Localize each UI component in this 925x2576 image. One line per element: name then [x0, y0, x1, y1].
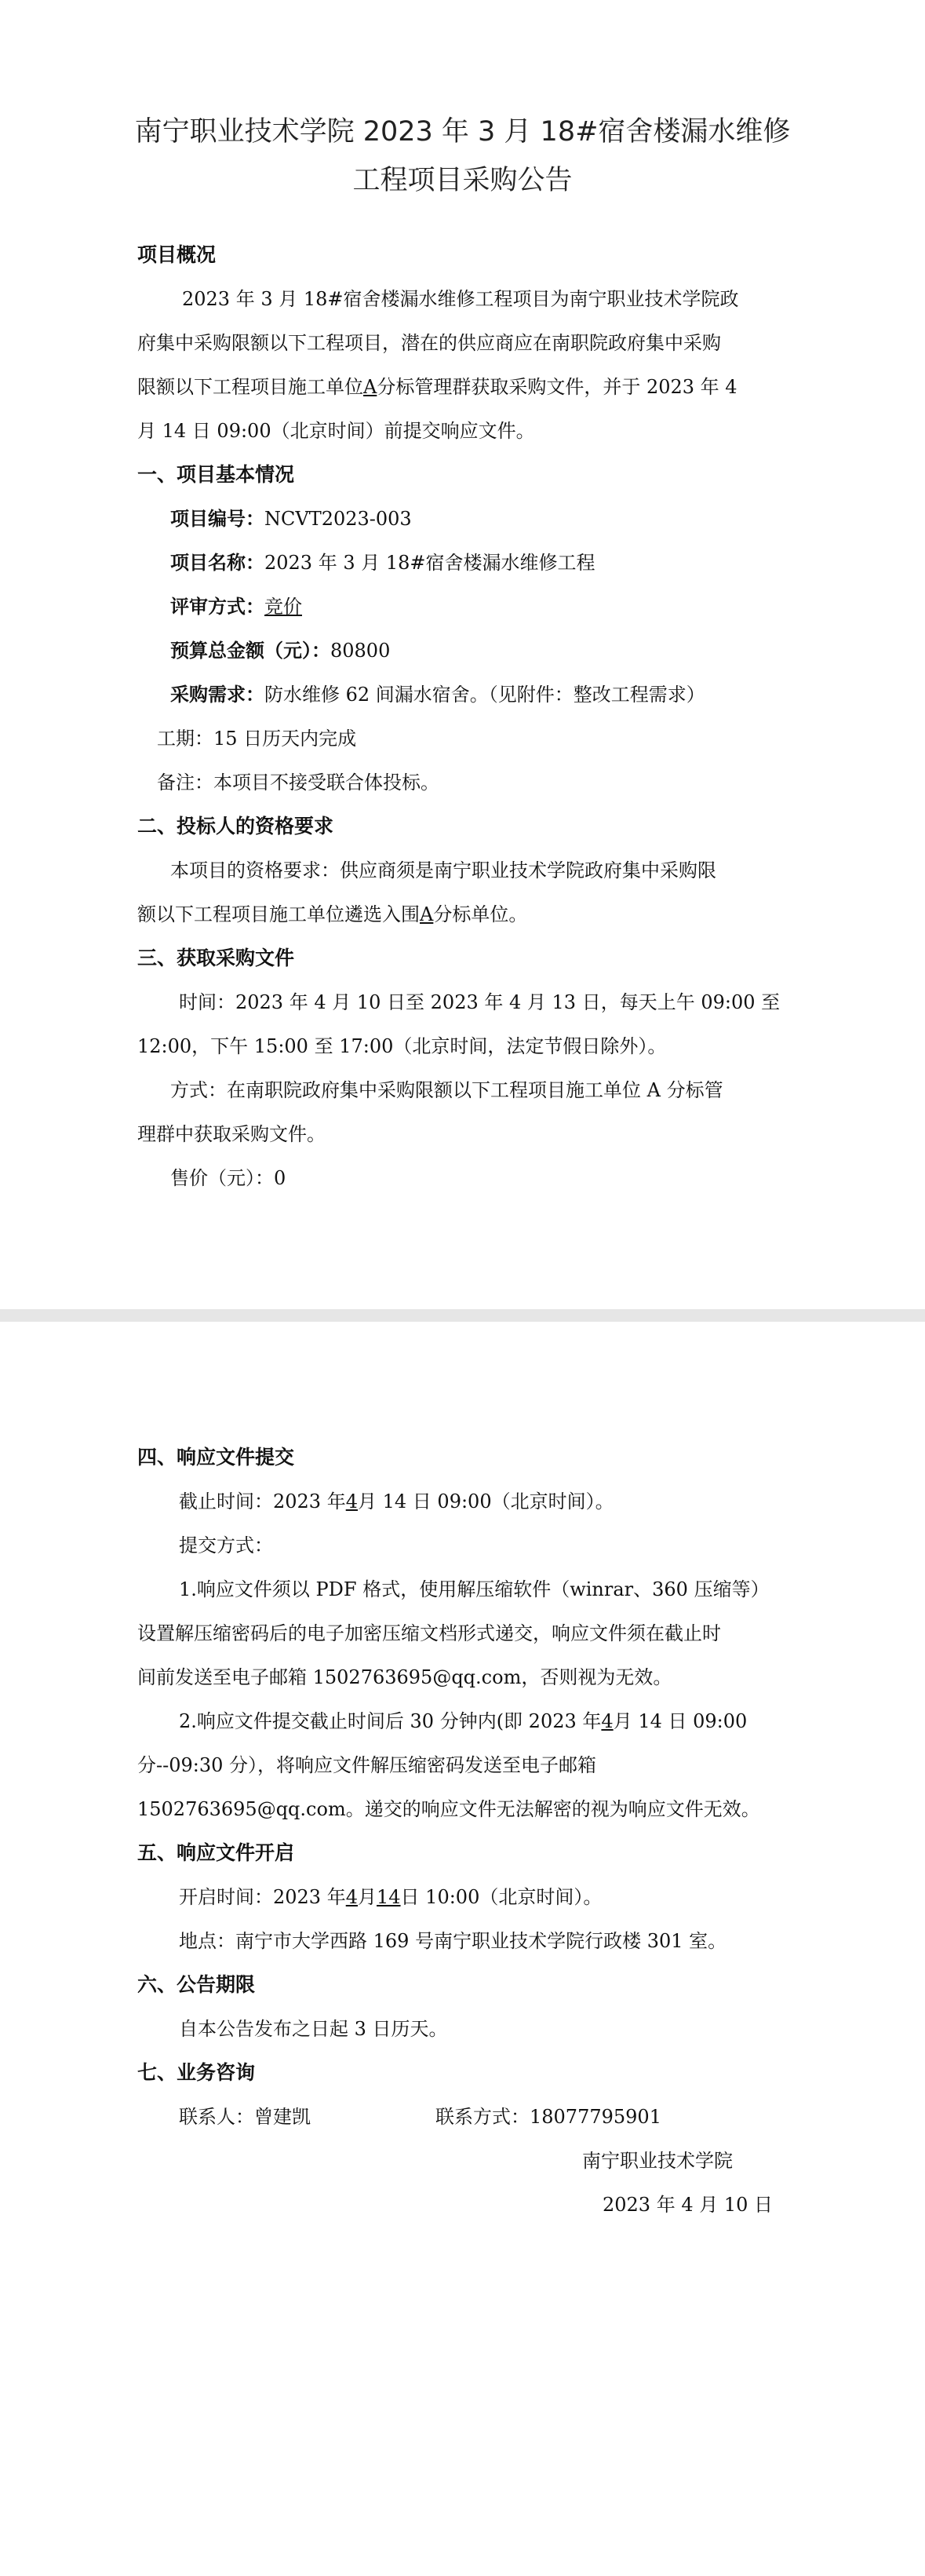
document-title-line-2: 工程项目采购公告	[352, 165, 573, 196]
page-separator	[0, 1309, 925, 1322]
open-time-text: 月	[358, 1886, 377, 1908]
submit-item-2-text: 月 14 日 09:00	[613, 1710, 748, 1732]
review-method-row	[170, 595, 302, 618]
budget-row	[170, 639, 390, 662]
overview-underlined-text: A	[363, 376, 377, 398]
submit-item-1-line: 设置解压缩密码后的电子加密压缩文档形式递交，响应文件须在截止时	[137, 1622, 721, 1644]
project-name-label: 项目名称：	[170, 552, 264, 574]
submit-item-1-line: 1.响应文件须以 PDF 格式，使用解压缩软件（winrar、360 压缩等）	[179, 1578, 770, 1600]
qualification-heading: 二、投标人的资格要求	[137, 815, 334, 837]
overview-paragraph-line: 2023 年 3 月 18#宿舍楼漏水维修工程项目为南宁职业技术学院政	[182, 288, 739, 310]
document-page-2	[0, 1322, 925, 2576]
open-heading: 五、响应文件开启	[137, 1841, 295, 1864]
overview-paragraph-line: 府集中采购限额以下工程项目，潜在的供应商应在南职院政府集中采购	[137, 332, 721, 354]
project-number-label: 项目编号：	[170, 508, 264, 530]
obtain-way-line: 理群中获取采购文件。	[137, 1123, 326, 1145]
overview-text: 分标管理群获取采购文件，并于 2023 年 4	[377, 376, 737, 398]
open-time-underlined: 4	[345, 1886, 358, 1908]
open-time-text: 开启时间：2023 年	[179, 1886, 346, 1908]
submit-heading: 四、响应文件提交	[137, 1446, 295, 1469]
overview-heading: 项目概况	[137, 243, 217, 266]
qualification-line: 本项目的资格要求：供应商须是南宁职业技术学院政府集中采购限	[170, 859, 716, 881]
submit-item-2-underlined: 4	[601, 1710, 614, 1732]
submit-deadline-underlined: 4	[345, 1491, 358, 1512]
project-number-value: NCVT2023-003	[264, 508, 412, 530]
overview-paragraph-line	[137, 375, 737, 399]
qualification-text: 额以下工程项目施工单位遴选入围	[137, 903, 420, 925]
obtain-documents-heading: 三、获取采购文件	[137, 947, 295, 969]
submit-item-1-line: 间前发送至电子邮箱 1502763695@qq.com，否则视为无效。	[137, 1666, 672, 1688]
open-time-underlined: 14	[377, 1886, 401, 1908]
open-place: 地点：南宁市大学西路 169 号南宁职业技术学院行政楼 301 室。	[179, 1930, 727, 1952]
contact-phone: 联系方式：18077795901	[435, 2106, 661, 2128]
review-method-value: 竞价	[264, 596, 302, 618]
construction-period: 工期：15 日历天内完成	[157, 728, 357, 750]
open-time-text: 日 10:00（北京时间）。	[400, 1886, 603, 1908]
review-method-label: 评审方式：	[170, 596, 264, 618]
obtain-time-line: 12:00，下午 15:00 至 17:00（北京时间，法定节假日除外）。	[137, 1035, 667, 1057]
demand-label: 采购需求：	[170, 684, 264, 706]
overview-text: 限额以下工程项目施工单位	[137, 376, 363, 398]
budget-value: 80800	[330, 640, 391, 662]
notice-period-heading: 六、公告期限	[137, 1973, 256, 1996]
document-title-line-1: 南宁职业技术学院 2023 年 3 月 18#宿舍楼漏水维修	[134, 116, 791, 148]
submit-item-2-text: 2.响应文件提交截止时间后 30 分钟内(即 2023 年	[179, 1710, 602, 1732]
submit-way-label: 提交方式：	[179, 1534, 273, 1556]
budget-label: 预算总金额（元）：	[170, 640, 330, 662]
submit-deadline	[179, 1490, 614, 1513]
project-name-row	[170, 551, 595, 575]
demand-row	[170, 683, 705, 706]
basic-info-heading: 一、项目基本情况	[137, 463, 295, 486]
obtain-price: 售价（元）：0	[170, 1167, 286, 1189]
demand-value: 防水维修 62 间漏水宿舍。（见附件：整改工程需求）	[264, 684, 705, 706]
obtain-way-line: 方式：在南职院政府集中采购限额以下工程项目施工单位 A 分标管	[170, 1079, 723, 1101]
submit-deadline-text: 月 14 日 09:00（北京时间）。	[358, 1491, 614, 1512]
qualification-text: 分标单位。	[433, 903, 528, 925]
contact-person: 联系人：曾建凯	[179, 2106, 311, 2128]
open-time	[179, 1885, 602, 1909]
signature-organization: 南宁职业技术学院	[582, 2150, 733, 2172]
submit-deadline-text: 截止时间：2023 年	[179, 1491, 346, 1512]
qualification-underlined-text: A	[420, 903, 434, 925]
remark: 备注：本项目不接受联合体投标。	[157, 772, 439, 794]
signature-date: 2023 年 4 月 10 日	[603, 2194, 774, 2216]
submit-item-2-line: 分--09:30 分），将响应文件解压缩密码发送至电子邮箱	[137, 1754, 597, 1776]
overview-paragraph-line: 月 14 日 09:00（北京时间）前提交响应文件。	[137, 420, 535, 442]
consult-heading: 七、业务咨询	[137, 2061, 256, 2084]
submit-item-2-line: 1502763695@qq.com。递交的响应文件无法解密的视为响应文件无效。	[137, 1798, 760, 1820]
obtain-time-line: 时间：2023 年 4 月 10 日至 2023 年 4 月 13 日，每天上午 09:00 至	[179, 991, 781, 1013]
submit-item-2-line	[179, 1709, 747, 1733]
notice-period-text: 自本公告发布之日起 3 日历天。	[179, 2018, 448, 2040]
qualification-line	[137, 903, 527, 926]
project-name-value: 2023 年 3 月 18#宿舍楼漏水维修工程	[264, 552, 595, 574]
project-number-row	[170, 507, 412, 531]
